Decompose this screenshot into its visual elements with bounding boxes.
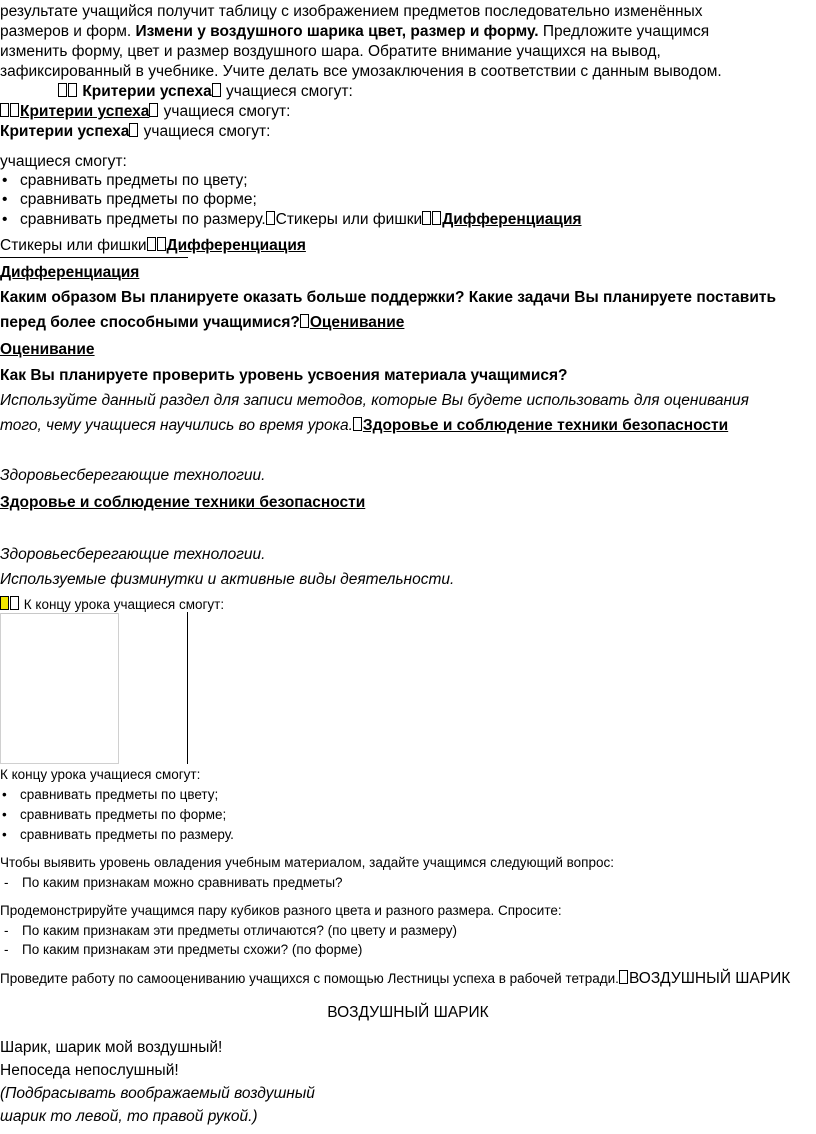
text: Проведите работу по самооцениванию учащихся с помощью Лестницы успеха в рабочей тетради. <box>0 971 619 986</box>
text: Дифференциация <box>0 264 140 281</box>
missing-glyph-icon <box>129 123 138 137</box>
text: По каким признакам эти предметы отличаются? (по цвету и размеру) <box>22 923 458 938</box>
demo-line <box>0 902 562 919</box>
text: Предложите учащимся <box>538 23 710 40</box>
text: Непоседа непослушный! <box>0 1062 179 1079</box>
criteria-title: Критерии успеха <box>20 103 150 120</box>
text: учащиеся смогут: <box>159 103 291 120</box>
poem-instruction <box>0 1107 258 1126</box>
missing-glyph-icon <box>147 237 156 251</box>
missing-glyph-icon <box>266 211 275 225</box>
health-tech <box>0 545 265 564</box>
missing-glyph-icon <box>10 103 19 117</box>
missing-glyph-icon <box>212 83 221 97</box>
text: сравнивать предметы по размеру. <box>20 211 266 228</box>
text: размеров и форм. <box>0 23 136 40</box>
text: Чтобы выявить уровень овладения учебным материалом, задайте учащимся следующий вопрос: <box>0 855 614 870</box>
paragraph-line <box>0 62 722 81</box>
text: Используемые физминутки и активные виды деятельности. <box>0 571 455 588</box>
text: По каким признакам эти предметы схожи? (по форме) <box>22 942 363 957</box>
text: изменить форму, цвет и размер воздушного шара. Обратите внимание учащихся на вывод, <box>0 43 661 60</box>
missing-glyph-icon <box>0 596 9 610</box>
criteria-line <box>0 122 270 141</box>
stickers-line <box>0 236 306 255</box>
text: К концу урока учащиеся смогут: <box>0 767 201 782</box>
criteria-line <box>58 82 353 101</box>
missing-glyph-icon <box>432 211 441 225</box>
text: Стикеры или фишки <box>0 237 147 254</box>
missing-glyph-icon <box>58 83 67 97</box>
paragraph-line <box>0 2 702 21</box>
health-title: Здоровье и соблюдение техники безопасности <box>362 417 729 434</box>
diff-title: Дифференциация <box>166 237 306 254</box>
text: Как Вы планируете проверить уровень усвоения материала учащимися? <box>0 367 568 384</box>
vertical-rule <box>187 612 188 764</box>
missing-glyph-icon <box>0 103 9 117</box>
text: (Подбрасывать воображаемый воздушный <box>0 1085 315 1102</box>
text: Здоровьесберегающие технологии. <box>0 467 266 484</box>
dash-icon: - <box>4 923 9 938</box>
lesson-end-line <box>0 596 224 613</box>
text: сравнивать предметы по форме; <box>20 191 257 208</box>
question-item <box>0 874 343 891</box>
text: сравнивать предметы по форме; <box>20 807 227 822</box>
bold-text: Измени у воздушного шарика цвет, размер и форму. <box>135 23 539 40</box>
missing-glyph-icon <box>157 237 166 251</box>
text: Каким образом Вы планируете оказать больше поддержки? Какие задачи Вы планируете поставить <box>0 289 776 306</box>
self-assessment-line <box>0 970 790 987</box>
text: К концу урока учащиеся смогут: <box>23 597 225 612</box>
list-item <box>0 806 226 823</box>
text: того, чему учащиеся научились во время урока. <box>0 417 353 434</box>
text: Стикеры или фишки <box>275 211 423 228</box>
text: Здоровьесберегающие технологии. <box>0 546 266 563</box>
dash-icon: - <box>4 942 9 957</box>
paragraph-line <box>0 22 709 41</box>
bullet-icon: • <box>2 807 7 822</box>
poem-line <box>0 1061 179 1080</box>
missing-glyph-icon <box>300 314 309 328</box>
list-item <box>0 826 234 843</box>
list-item <box>0 210 582 229</box>
assess-title: Оценивание <box>309 314 405 331</box>
lesson-end-title <box>0 766 200 783</box>
bullet-icon: • <box>2 787 7 802</box>
missing-glyph-icon <box>10 596 19 610</box>
text: сравнивать предметы по размеру. <box>20 827 234 842</box>
question-item <box>0 922 457 939</box>
text: Шарик, шарик мой воздушный! <box>0 1039 223 1056</box>
text: сравнивать предметы по цвету; <box>20 172 248 189</box>
text: Продемонстрируйте учащимся пару кубиков разного цвета и разного размера. Спросите: <box>0 903 562 918</box>
missing-glyph-icon <box>422 211 431 225</box>
criteria-line <box>0 102 290 121</box>
text: учащиеся смогут: <box>139 123 271 140</box>
poem-line <box>0 1038 222 1057</box>
list-item <box>0 171 248 190</box>
text: перед более способными учащимися? <box>0 314 300 331</box>
bullet-icon: • <box>2 172 8 189</box>
poem-title-inline: ВОЗДУШНЫЙ ШАРИК <box>628 970 791 987</box>
health-physical <box>0 570 454 589</box>
missing-glyph-icon <box>353 417 362 431</box>
text: шарик то левой, то правой рукой.) <box>0 1108 258 1125</box>
criteria-title: Критерии успеха <box>82 83 212 100</box>
empty-frame <box>0 613 119 764</box>
assess-instruction <box>0 391 749 410</box>
poem-instruction <box>0 1084 315 1103</box>
diff-question <box>0 313 404 332</box>
question-item <box>0 941 362 958</box>
list-item <box>0 190 257 209</box>
text: ВОЗДУШНЫЙ ШАРИК <box>327 1004 489 1021</box>
assess-instruction <box>0 416 728 435</box>
question-intro <box>0 854 614 871</box>
text: Используйте данный раздел для записи методов, которые Вы будете использовать для оценивания <box>0 392 749 409</box>
text: зафиксированный в учебнике. Учите делать все умозаключения в соответствии с данным выводом. <box>0 63 722 80</box>
dash-icon: - <box>4 875 9 890</box>
criteria-title: Критерии успеха <box>0 123 130 140</box>
missing-glyph-icon <box>68 83 77 97</box>
divider <box>0 257 188 258</box>
text: По каким признакам можно сравнивать предметы? <box>22 875 343 890</box>
assess-question <box>0 366 568 385</box>
missing-glyph-icon <box>149 103 158 117</box>
missing-glyph-icon <box>619 970 628 984</box>
bullet-icon: • <box>2 191 8 208</box>
text: сравнивать предметы по цвету; <box>20 787 219 802</box>
health-tech <box>0 466 265 485</box>
diff-question <box>0 288 776 307</box>
bullet-icon: • <box>2 827 7 842</box>
list-item <box>0 786 218 803</box>
bullet-icon: • <box>2 211 8 228</box>
text: результате учащийся получит таблицу с изображением предметов последовательно изменённых <box>0 3 703 20</box>
text: Оценивание <box>0 341 95 358</box>
text: учащиеся смогут: <box>221 83 353 100</box>
text: Здоровье и соблюдение техники безопасности <box>0 494 366 511</box>
health-heading <box>0 493 365 512</box>
assess-heading <box>0 340 95 359</box>
poem-title <box>0 1003 816 1022</box>
criteria-subtitle <box>0 152 127 171</box>
diff-title: Дифференциация <box>442 211 582 228</box>
diff-heading <box>0 263 139 282</box>
text: учащиеся смогут: <box>0 153 127 170</box>
paragraph-line <box>0 42 661 61</box>
